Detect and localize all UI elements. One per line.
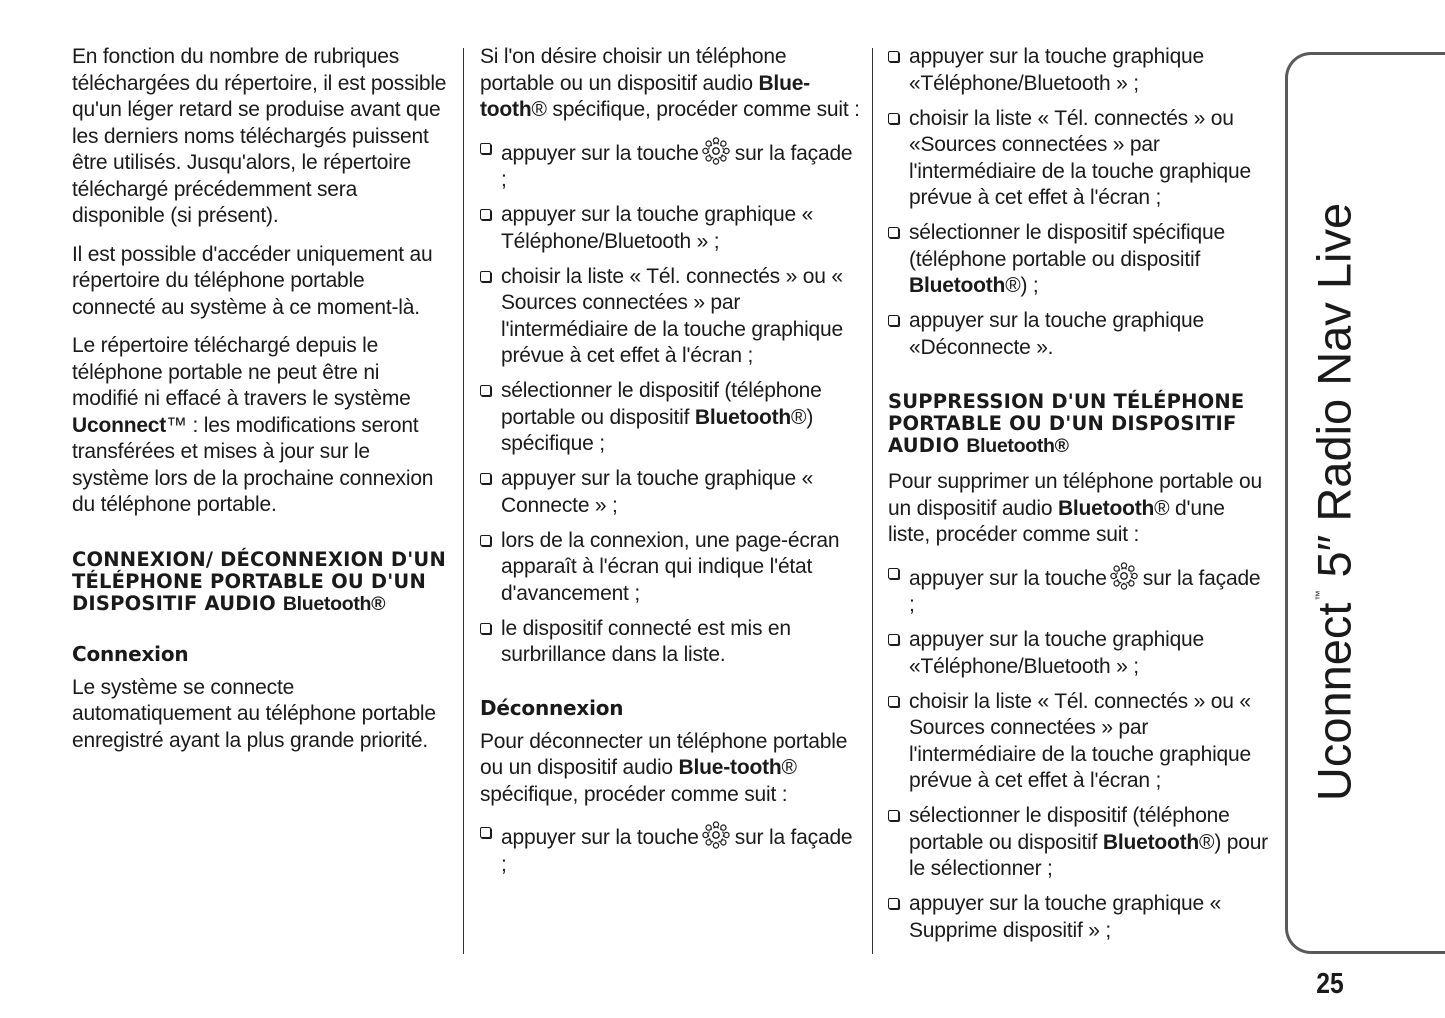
- checkbox-bullet-icon: [480, 473, 491, 484]
- page-number: 25: [1316, 968, 1344, 1000]
- checkbox-bullet-icon: [888, 315, 899, 326]
- checkbox-bullet-icon: [888, 568, 899, 579]
- list-item: le dispositif connecté est mis en surbrillance dans la liste.: [480, 616, 860, 669]
- checkbox-bullet-icon: [888, 634, 899, 645]
- list-item: choisir la liste « Tél. connectés » ou « Sources connectées » par l'intermédiaire de la touche graphique prévue à cet effet à l'écran ;: [480, 264, 860, 370]
- paragraph-auto-connect: Le système se connecte automatiquement au téléphone portable enregistré ayant la plus grande priorité.: [72, 675, 436, 752]
- checkbox-bullet-icon: [480, 209, 491, 220]
- paragraph-disconnect-intro: Pour déconnecter un téléphone portable ou un dispositif audio Blue-tooth® spécifique, procéder comme suit :: [480, 729, 848, 806]
- list-item: sélectionner le dispositif (téléphone portable ou dispositif Bluetooth®) pour le sélectionner ;: [888, 803, 1270, 883]
- checkbox-bullet-icon: [888, 696, 899, 707]
- paragraph-select-device-intro: Si l'on désire choisir un téléphone portable ou un dispositif audio Blue-tooth® spécifique, procéder comme suit :: [480, 45, 860, 121]
- list-item: choisir la liste « Tél. connectés » ou « Sources connectées » par l'intermédiaire de la touche graphique prévue à cet effet à l'écran ;: [888, 689, 1270, 795]
- checkbox-bullet-icon: [480, 271, 491, 282]
- checkbox-bullet-icon: [480, 385, 491, 396]
- list-item: sélectionner le dispositif (téléphone portable ou dispositif Bluetooth®) spécifique ;: [480, 378, 860, 458]
- checkbox-bullet-icon: [888, 898, 899, 909]
- checkbox-bullet-icon: [480, 143, 491, 154]
- settings-gear-icon: [701, 136, 731, 166]
- list-item: sélectionner le dispositif spécifique (téléphone portable ou dispositif Bluetooth®) ;: [888, 220, 1270, 300]
- paragraph-download-delay: En fonction du nombre de rubriques téléchargées du répertoire, il est possible qu'un léger retard se produise avant que les derniers noms téléchargés puissent être utilisés. Jusqu'alors, le répertoire téléchargé précédemment sera disponible (si présent).: [72, 45, 447, 227]
- column-2: [480, 44, 860, 887]
- checkbox-bullet-icon: [888, 227, 899, 238]
- list-item: appuyer sur la touche graphique «Téléphone/Bluetooth » ;: [888, 44, 1270, 97]
- column-divider: [872, 48, 873, 954]
- checkbox-bullet-icon: [480, 535, 491, 546]
- checkbox-bullet-icon: [888, 113, 899, 124]
- checkbox-bullet-icon: [888, 810, 899, 821]
- paragraph-phonebook-access: Il est possible d'accéder uniquement au répertoire du téléphone portable connecté au système à ce moment-là.: [72, 242, 433, 319]
- checkbox-bullet-icon: [480, 827, 491, 838]
- list-item: appuyer sur la touche graphique « Téléphone/Bluetooth » ;: [480, 202, 860, 255]
- list-item: appuyer sur la touche sur la façade ;: [480, 136, 860, 194]
- settings-gear-icon: [701, 820, 731, 850]
- list-item: choisir la liste « Tél. connectés » ou «Sources connectées » par l'intermédiaire de la touche graphique prévue à cet effet à l'écran ;: [888, 106, 1270, 212]
- checkbox-bullet-icon: [888, 51, 899, 62]
- section-heading-connection: CONNEXION/ DÉCONNEXION D'UN TÉLÉPHONE PORTABLE OU D'UN DISPOSITIF AUDIO Bluetooth®: [72, 547, 446, 615]
- paragraph-phonebook-readonly: Le répertoire téléchargé depuis le téléphone portable ne peut être ni modifié ni effacé à travers le système Uconnect™ : les modifications seront transférées et mises à jour sur le système lors de la prochaine connexion du téléphone portable.: [72, 334, 434, 516]
- list-item: appuyer sur la touche graphique « Supprime dispositif » ;: [888, 891, 1270, 944]
- list-item: appuyer sur la touche graphique «Téléphone/Bluetooth » ;: [888, 627, 1270, 680]
- settings-gear-icon: [1109, 561, 1139, 591]
- subheading-connexion: Connexion: [72, 641, 189, 666]
- subheading-deconnexion: Déconnexion: [480, 695, 624, 720]
- column-divider: [463, 48, 464, 954]
- checkbox-bullet-icon: [480, 623, 491, 634]
- chapter-title: Uconnect™ 5″ Radio Nav Live: [1307, 202, 1361, 802]
- list-item: appuyer sur la touche graphique « Connecte » ;: [480, 466, 860, 519]
- list-item: appuyer sur la touche sur la façade ;: [888, 561, 1270, 619]
- paragraph-remove-intro: Pour supprimer un téléphone portable ou un dispositif audio Bluetooth® d'une liste, procéder comme suit :: [888, 470, 1262, 546]
- list-item: lors de la connexion, une page-écran apparaît à l'écran qui indique l'état d'avancement ;: [480, 528, 860, 608]
- column-3: [888, 44, 1270, 953]
- list-item: appuyer sur la touche sur la façade ;: [480, 820, 860, 878]
- column-1: [72, 44, 450, 766]
- section-heading-removal: SUPPRESSION D'UN TÉLÉPHONE PORTABLE OU D'UN DISPOSITIF AUDIO Bluetooth®: [888, 390, 1245, 457]
- list-item: appuyer sur la touche graphique «Déconnecte ».: [888, 308, 1270, 361]
